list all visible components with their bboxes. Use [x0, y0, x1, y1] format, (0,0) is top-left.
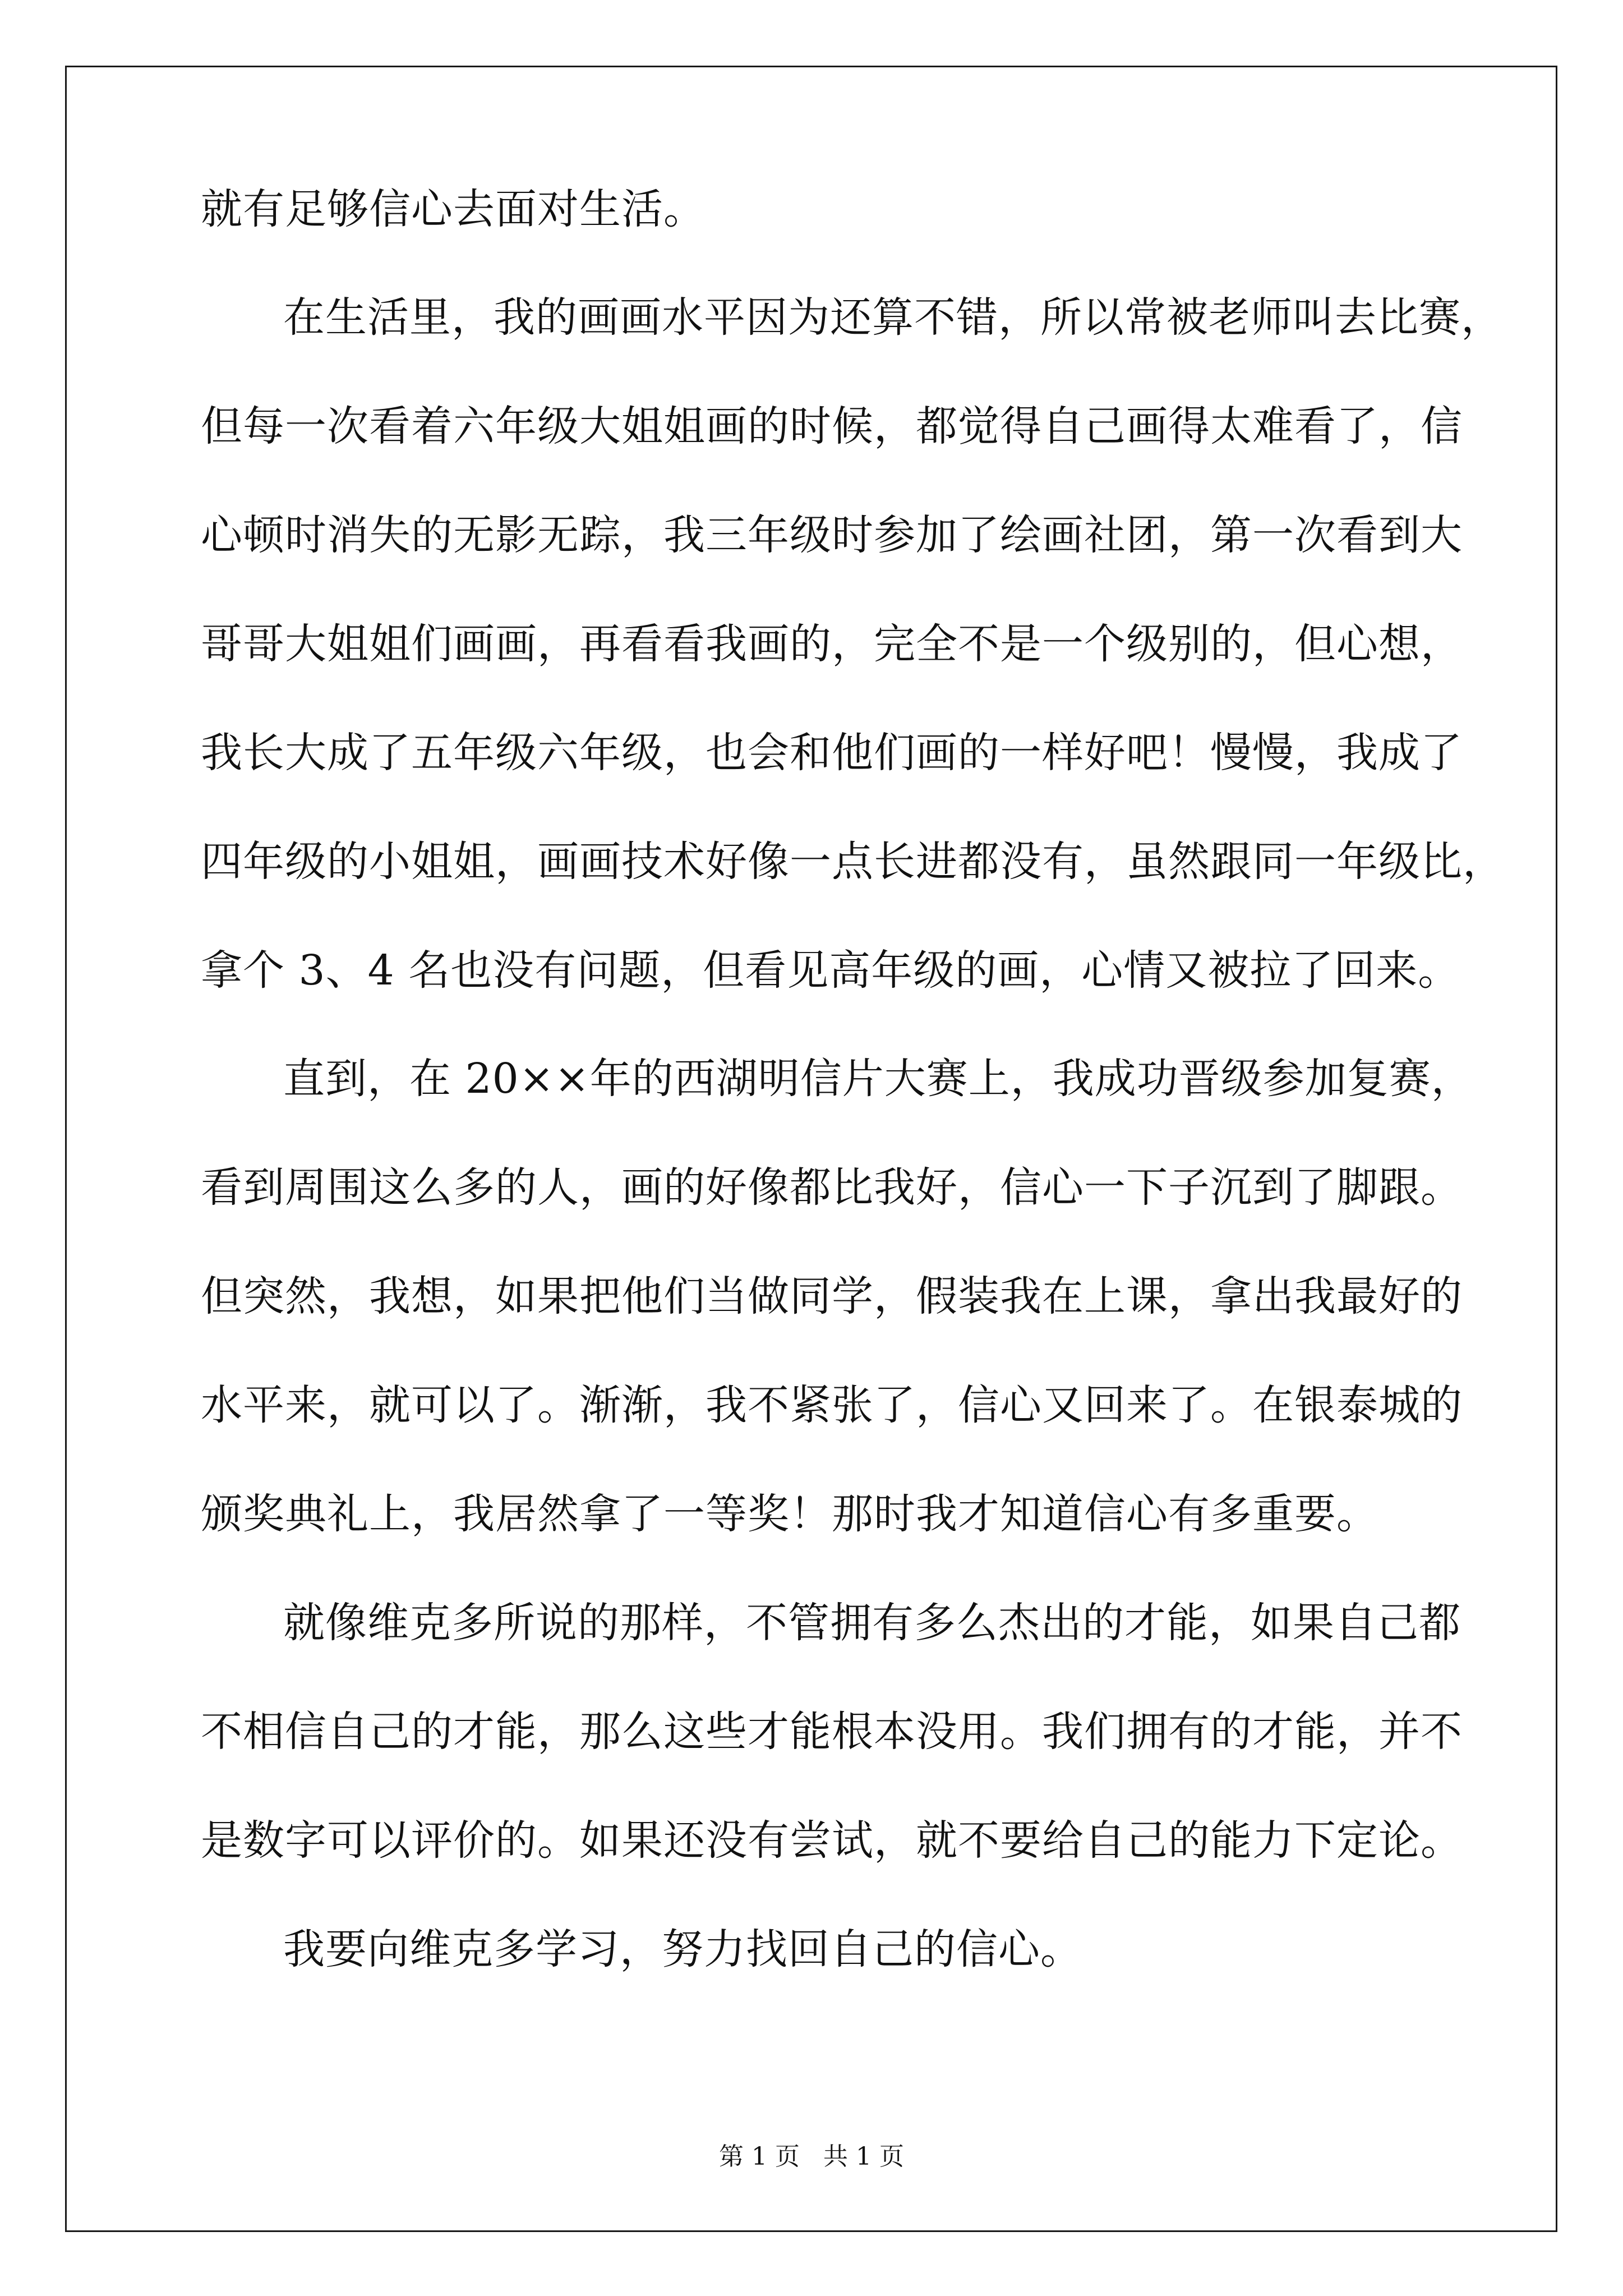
- text-line: 就有足够信心去面对生活。: [201, 185, 706, 233]
- text-line: 就像维克多所说的那样，不管拥有多么杰出的才能，如果自己都: [283, 1599, 1461, 1647]
- page-border: [65, 66, 1557, 2232]
- text-line: 但突然，我想，如果把他们当做同学，假装我在上课，拿出我最好的: [201, 1272, 1463, 1320]
- text-line: 水平来，就可以了。渐渐，我不紧张了，信心又回来了。在银泰城的: [201, 1381, 1463, 1429]
- text-line: 不相信自己的才能，那么这些才能根本没用。我们拥有的才能，并不: [201, 1708, 1463, 1756]
- text-line: 但每一次看着六年级大姐姐画的时候，都觉得自己画得太难看了，信: [201, 402, 1463, 450]
- text-line: 在生活里，我的画画水平因为还算不错，所以常被老师叫去比赛，: [283, 293, 1503, 342]
- text-line: 直到，在 20××年的西湖明信片大赛上，我成功晋级参加复赛，: [283, 1055, 1473, 1103]
- text-line: 哥哥大姐姐们画画，再看看我画的，完全不是一个级别的，但心想，: [201, 620, 1463, 668]
- text-line: 看到周围这么多的人，画的好像都比我好，信心一下子沉到了脚跟。: [201, 1163, 1463, 1212]
- text-line: 四年级的小姐姐，画画技术好像一点长进都没有，虽然跟同一年级比，: [201, 838, 1505, 886]
- text-line: 我要向维克多学习，努力找回自己的信心。: [283, 1925, 1082, 1973]
- text-line: 是数字可以评价的。如果还没有尝试，就不要给自己的能力下定论。: [201, 1816, 1463, 1865]
- text-line: 心顿时消失的无影无踪，我三年级时参加了绘画社团，第一次看到大: [201, 511, 1463, 559]
- text-line: 拿个 3、4 名也没有问题，但看见高年级的画，心情又被拉了回来。: [201, 946, 1460, 995]
- text-line: 我长大成了五年级六年级，也会和他们画的一样好吧！慢慢，我成了: [201, 729, 1463, 777]
- page-footer: 第 1 页 共 1 页: [719, 2142, 904, 2171]
- text-line: 颁奖典礼上，我居然拿了一等奖！那时我才知道信心有多重要。: [201, 1490, 1378, 1538]
